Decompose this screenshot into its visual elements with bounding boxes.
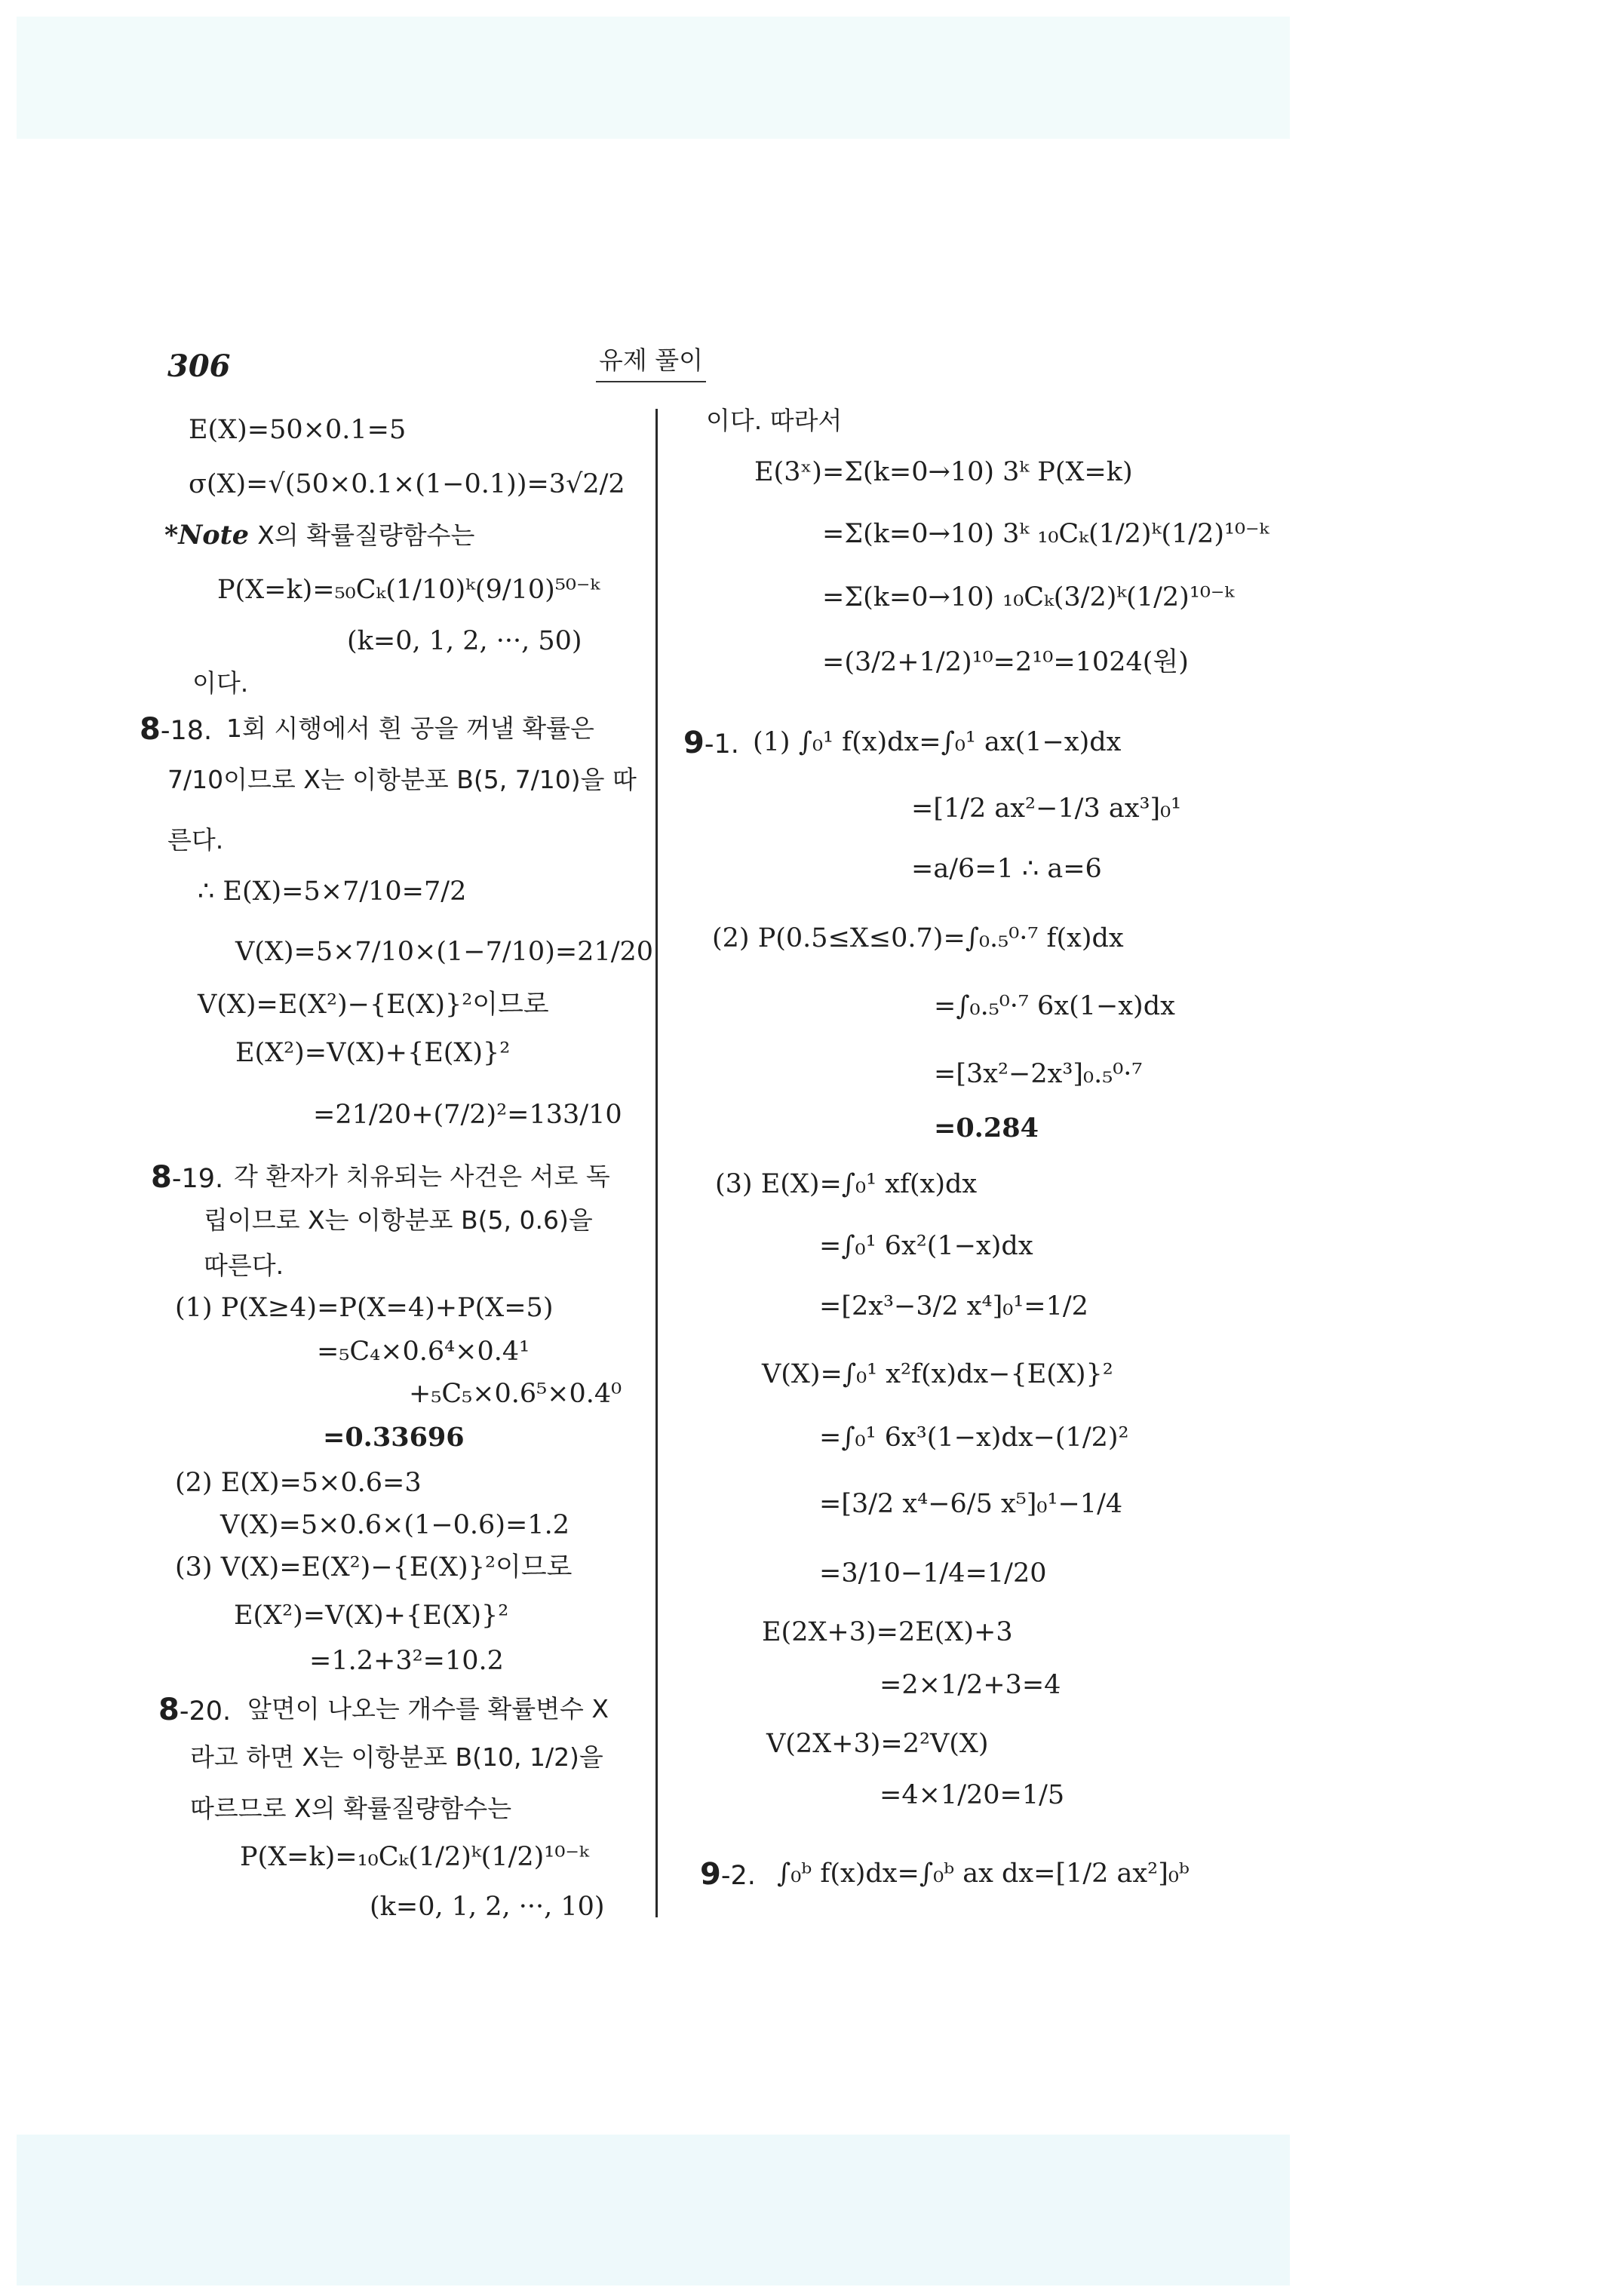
solution-line: =[3x²−2x³]₀.₅⁰·⁷ — [934, 1059, 1143, 1089]
top-scan-band — [17, 17, 1290, 139]
problem-text: 립이므로 X는 이항분포 B(5, 0.6)을 — [204, 1205, 593, 1235]
solution-line: +₅C₅×0.6⁵×0.4⁰ — [409, 1379, 622, 1409]
solution-line: =0.284 — [934, 1113, 1039, 1143]
solution-line: =Σ(k=0→10) ₁₀Cₖ(3/2)ᵏ(1/2)¹⁰⁻ᵏ — [822, 582, 1235, 612]
solution-line: =a/6=1 ∴ a=6 — [911, 854, 1102, 884]
solution-line: (3) E(X)=∫₀¹ xf(x)dx — [715, 1169, 978, 1199]
solution-line: =Σ(k=0→10) 3ᵏ ₁₀Cₖ(1/2)ᵏ(1/2)¹⁰⁻ᵏ — [822, 519, 1269, 549]
solution-line: =4×1/20=1/5 — [880, 1780, 1065, 1810]
column-divider — [655, 409, 658, 1917]
solution-line: (k=0, 1, 2, ···, 10) — [370, 1892, 605, 1922]
solution-line: (3) V(X)=E(X²)−{E(X)}²이므로 — [175, 1552, 573, 1582]
bottom-scan-band — [17, 2135, 1290, 2285]
problem-number-8-19: 8-19. — [151, 1160, 224, 1195]
problem-number-9-1: 9-1. — [683, 726, 739, 760]
solution-line: ∫₀ᵇ f(x)dx=∫₀ᵇ ax dx=[1/2 ax²]₀ᵇ — [777, 1859, 1190, 1889]
solution-line: =₅C₄×0.6⁴×0.4¹ — [317, 1337, 530, 1367]
solution-line: E(2X+3)=2E(X)+3 — [762, 1617, 1013, 1647]
solution-line: V(X)=E(X²)−{E(X)}²이므로 — [198, 990, 549, 1020]
problem-text: 1회 시행에서 흰 공을 꺼낼 확률은 — [226, 714, 594, 743]
solution-line: E(X²)=V(X)+{E(X)}² — [234, 1601, 509, 1631]
solution-line: V(X)=5×7/10×(1−7/10)=21/20 — [235, 937, 654, 967]
solution-line: =[1/2 ax²−1/3 ax³]₀¹ — [911, 793, 1182, 824]
problem-number-8-18: 8-18. — [140, 712, 213, 747]
problem-text: 앞면이 나오는 개수를 확률변수 X — [247, 1694, 609, 1724]
solution-line: V(X)=5×0.6×(1−0.6)=1.2 — [220, 1510, 569, 1540]
solution-line: =2×1/2+3=4 — [880, 1670, 1061, 1700]
solution-line: E(3ˣ)=Σ(k=0→10) 3ᵏ P(X=k) — [754, 457, 1133, 487]
note-line — [164, 519, 474, 552]
solution-line: (1) ∫₀¹ f(x)dx=∫₀¹ ax(1−x)dx — [753, 727, 1122, 757]
solution-line: 이다. 따라서 — [706, 406, 843, 435]
problem-text: 각 환자가 치유되는 사건은 서로 독 — [234, 1162, 610, 1191]
solution-line: =∫₀¹ 6x²(1−x)dx — [819, 1231, 1033, 1261]
solution-line: 이다. — [192, 668, 249, 698]
solution-line: ∴ E(X)=5×7/10=7/2 — [198, 876, 467, 907]
solution-line: =21/20+(7/2)²=133/10 — [313, 1100, 622, 1130]
solution-line: P(X=k)=₁₀Cₖ(1/2)ᵏ(1/2)¹⁰⁻ᵏ — [240, 1842, 589, 1872]
solution-line: =∫₀.₅⁰·⁷ 6x(1−x)dx — [934, 991, 1175, 1021]
problem-text: 따른다. — [204, 1251, 284, 1280]
solution-line: =3/10−1/4=1/20 — [819, 1558, 1047, 1589]
solution-line: (k=0, 1, 2, ···, 50) — [347, 626, 582, 656]
note-text: X의 확률질량함수는 — [257, 520, 475, 550]
solution-line: =(3/2+1/2)¹⁰=2¹⁰=1024(원) — [822, 647, 1189, 677]
solution-line: =[2x³−3/2 x⁴]₀¹=1/2 — [819, 1291, 1088, 1321]
solution-line: =∫₀¹ 6x³(1−x)dx−(1/2)² — [819, 1423, 1129, 1453]
solution-line: (2) E(X)=5×0.6=3 — [175, 1468, 422, 1498]
solution-line: E(X²)=V(X)+{E(X)}² — [235, 1038, 511, 1068]
problem-text: 따르므로 X의 확률질량함수는 — [190, 1794, 512, 1823]
note-label: *Note — [164, 520, 250, 551]
solution-line: (1) P(X≥4)=P(X=4)+P(X=5) — [175, 1293, 554, 1323]
solution-line: V(X)=∫₀¹ x²f(x)dx−{E(X)}² — [762, 1359, 1113, 1389]
problem-text: 7/10이므로 X는 이항분포 B(5, 7/10)을 따 — [167, 765, 637, 794]
solution-line: =[3/2 x⁴−6/5 x⁵]₀¹−1/4 — [819, 1489, 1123, 1519]
problem-number-8-20: 8-20. — [158, 1693, 232, 1727]
solution-line: E(X)=50×0.1=5 — [189, 415, 407, 445]
problem-text: 라고 하면 X는 이항분포 B(10, 1/2)을 — [190, 1742, 603, 1772]
solution-line: (2) P(0.5≤X≤0.7)=∫₀.₅⁰·⁷ f(x)dx — [712, 923, 1124, 953]
running-title: 유제 풀이 — [596, 341, 706, 382]
page-number: 306 — [167, 348, 231, 384]
solution-line: P(X=k)=₅₀Cₖ(1/10)ᵏ(9/10)⁵⁰⁻ᵏ — [217, 575, 600, 605]
problem-number-9-2: 9-2. — [700, 1857, 756, 1892]
solution-line: =0.33696 — [323, 1422, 465, 1453]
problem-text: 른다. — [167, 825, 224, 855]
solution-line: V(2X+3)=2²V(X) — [766, 1729, 989, 1759]
solution-line: =1.2+3²=10.2 — [309, 1646, 504, 1676]
solution-line: σ(X)=√(50×0.1×(1−0.1))=3√2/2 — [189, 469, 625, 499]
